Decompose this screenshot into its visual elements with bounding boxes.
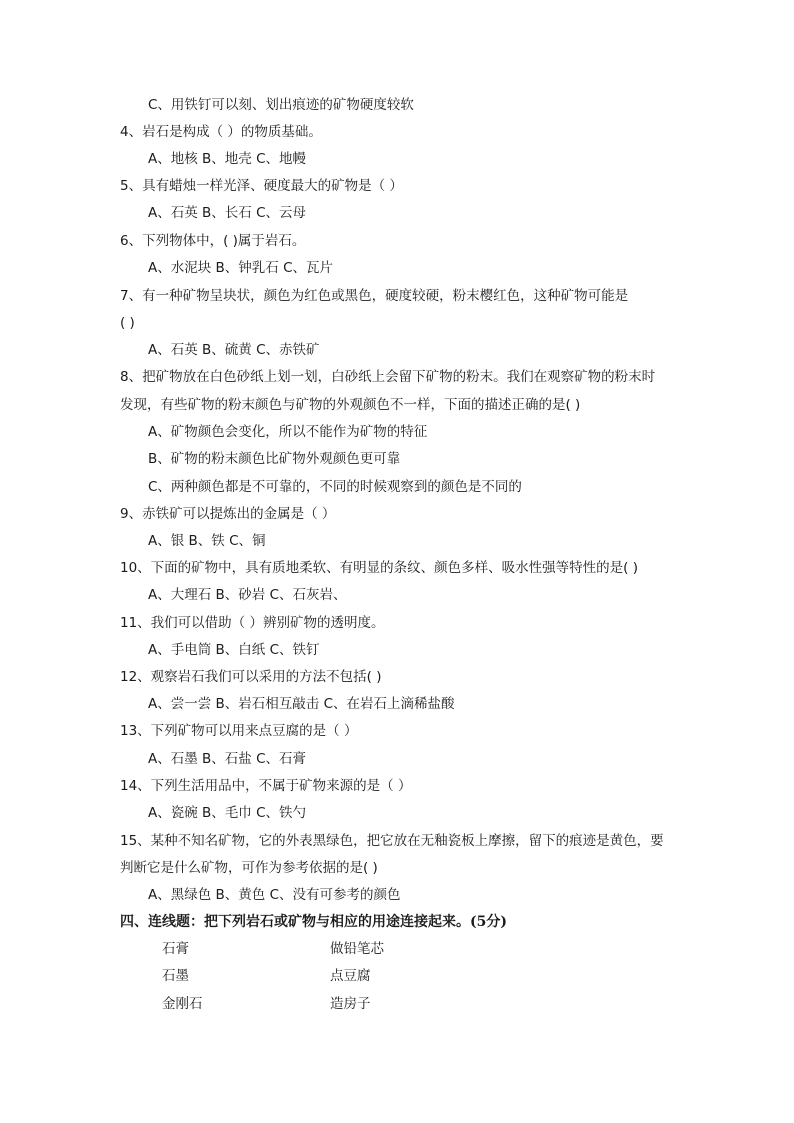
match-left-item: 金刚石: [162, 996, 203, 1012]
q8-option-c: C、两种颜色都是不可靠的，不同的时候观察到的颜色是不同的: [148, 479, 522, 495]
match-left-item: 石墨: [162, 968, 189, 984]
question-13: 13、下列矿物可以用来点豆腐的是（ ）: [120, 723, 358, 739]
q13-options: A、石墨 B、石盐 C、石膏: [148, 751, 307, 767]
question-8: 8、把矿物放在白色砂纸上划一划，白砂纸上会留下矿物的粉末。我们在观察矿物的粉末时: [120, 369, 656, 385]
question-14: 14、下列生活用品中，不属于矿物来源的是（ ）: [120, 778, 412, 794]
question-9: 9、赤铁矿可以提炼出的金属是（ ）: [120, 506, 336, 522]
q8-option-a: A、矿物颜色会变化，所以不能作为矿物的特征: [148, 424, 428, 440]
q5-options: A、石英 B、长石 C、云母: [148, 205, 307, 221]
question-6: 6、下列物体中，( )属于岩石。: [120, 233, 306, 249]
q14-options: A、瓷碗 B、毛巾 C、铁勺: [148, 805, 307, 821]
question-10: 10、下面的矿物中，具有质地柔软、有明显的条纹、颜色多样、吸水性强等特性的是( ): [120, 560, 639, 576]
match-right-item: 点豆腐: [330, 968, 371, 984]
q7-options: A、石英 B、硫黄 C、赤铁矿: [148, 342, 320, 358]
q11-options: A、手电筒 B、白纸 C、铁钉: [148, 642, 320, 658]
q15-options: A、黑绿色 B、黄色 C、没有可参考的颜色: [148, 887, 401, 903]
q6-options: A、水泥块 B、钟乳石 C、瓦片: [148, 260, 334, 276]
match-left-item: 石膏: [162, 941, 189, 957]
question-5: 5、具有蜡烛一样光泽、硬度最大的矿物是（ ）: [120, 178, 403, 194]
question-8-cont: 发现，有些矿物的粉末颜色与矿物的外观颜色不一样，下面的描述正确的是( ): [120, 397, 581, 413]
question-7: 7、有一种矿物呈块状，颜色为红色或黑色，硬度较硬，粉末樱红色，这种矿物可能是: [120, 288, 629, 304]
q8-option-b: B、矿物的粉末颜色比矿物外观颜色更可靠: [148, 451, 401, 467]
q3-option-c: C、用铁钉可以刻、划出痕迹的矿物硬度较软: [148, 97, 414, 113]
q12-options: A、尝一尝 B、岩石相互敲击 C、在岩石上滴稀盐酸: [148, 696, 455, 712]
q4-options: A、地核 B、地壳 C、地幔: [148, 151, 307, 167]
question-15: 15、某种不知名矿物，它的外表黑绿色，把它放在无釉瓷板上摩擦，留下的痕迹是黄色，要: [120, 833, 664, 849]
q10-options: A、大理石 B、砂岩 C、石灰岩、: [148, 587, 347, 603]
question-12: 12、观察岩石我们可以采用的方法不包括( ): [120, 669, 382, 685]
q9-options: A、银 B、铁 C、铜: [148, 533, 266, 549]
question-7-cont: ( ): [120, 315, 135, 331]
question-11: 11、我们可以借助（ ）辨别矿物的透明度。: [120, 615, 385, 631]
match-right-item: 做铅笔芯: [330, 941, 384, 957]
section-4-title: 四、连线题：把下列岩石或矿物与相应的用途连接起来。(5分): [120, 914, 507, 930]
question-15-cont: 判断它是什么矿物，可作为参考依据的是( ): [120, 860, 378, 876]
question-4: 4、岩石是构成（ ）的物质基础。: [120, 124, 322, 140]
match-right-item: 造房子: [330, 996, 371, 1012]
